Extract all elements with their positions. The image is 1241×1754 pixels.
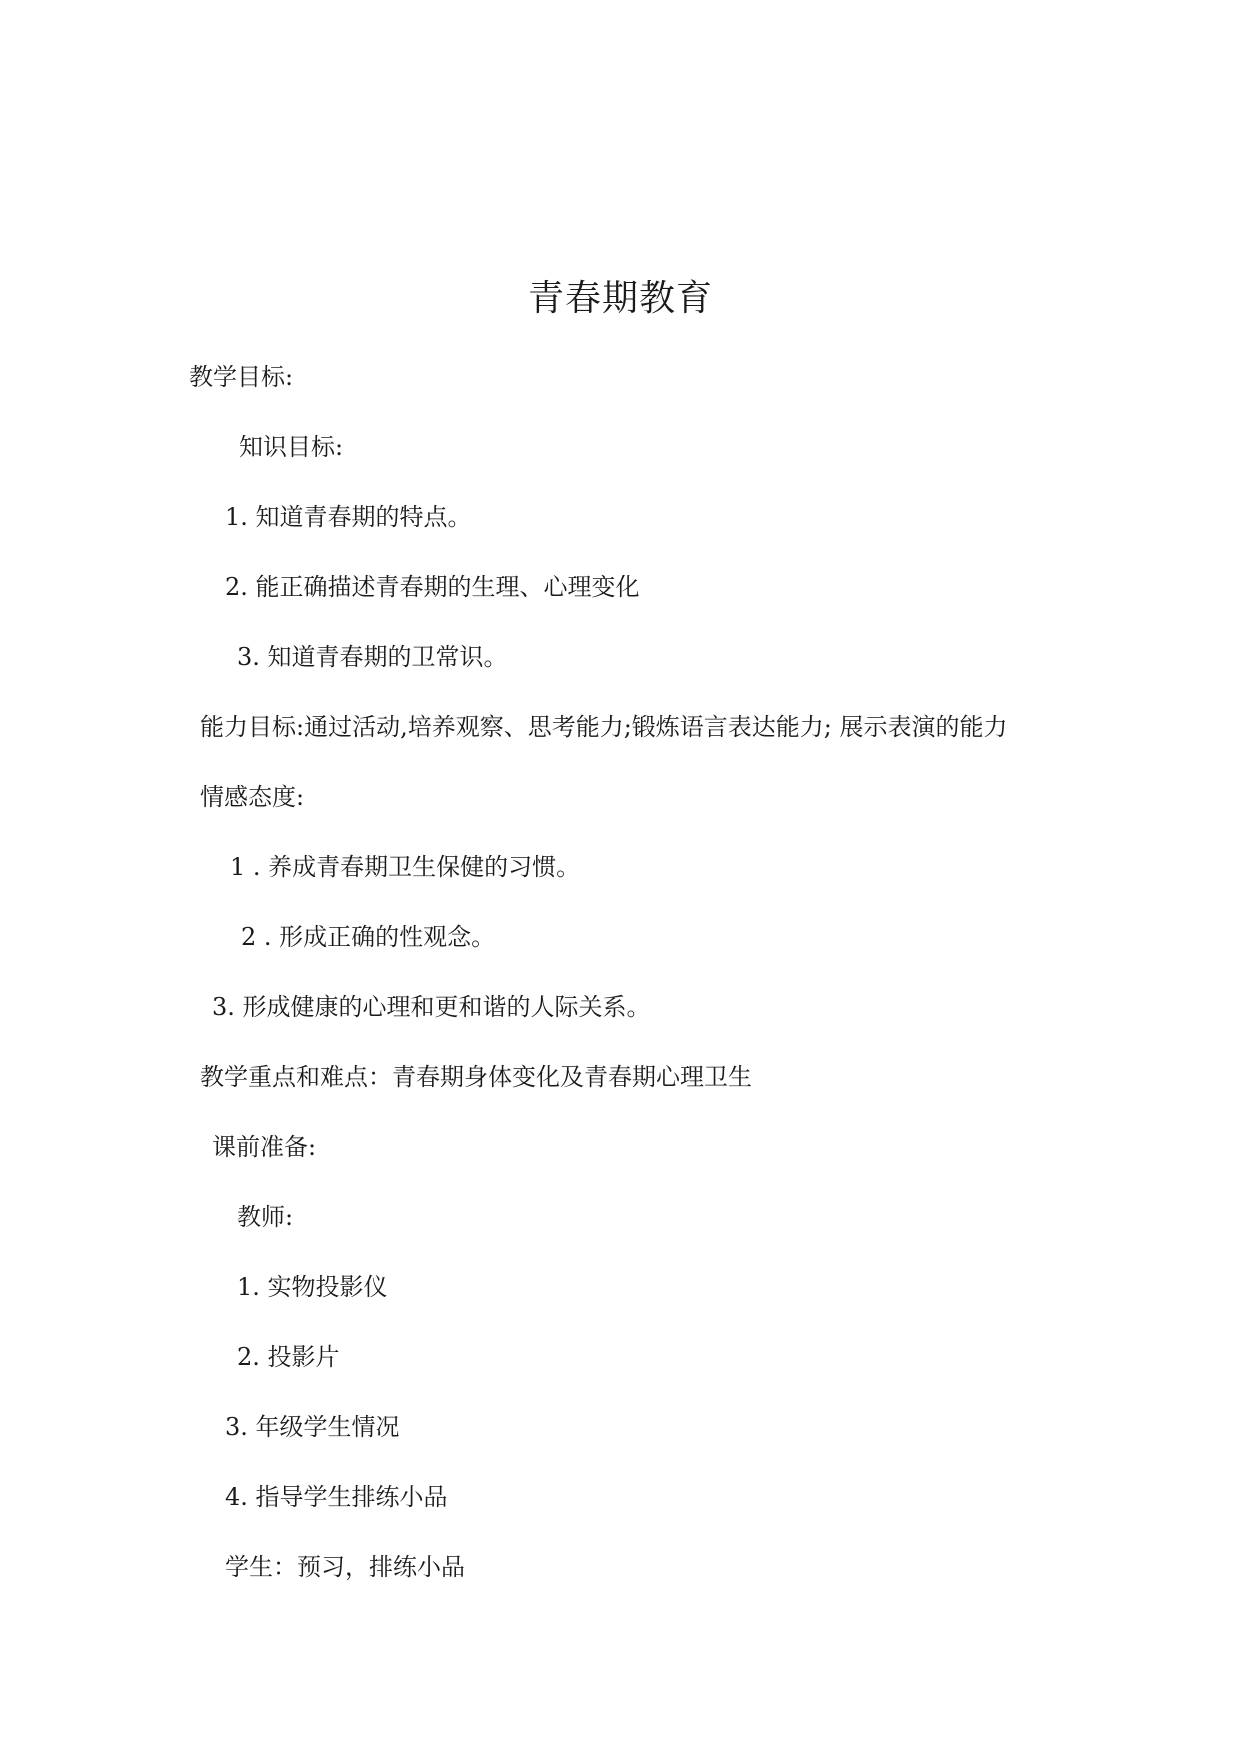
list-item: 1. 知道青春期的特点。 [225, 503, 472, 531]
list-item: 3. 形成健康的心理和更和谐的人际关系。 [212, 993, 651, 1021]
students-paragraph: 学生：预习，排练小品 [225, 1553, 465, 1581]
list-item: 2. 能正确描述青春期的生理、心理变化 [225, 573, 640, 601]
list-item: 3. 年级学生情况 [225, 1413, 400, 1441]
list-item: 2. 投影片 [237, 1343, 340, 1371]
document-title: 青春期教育 [527, 278, 713, 319]
key-points-paragraph: 教学重点和难点：青春期身体变化及青春期心理卫生 [200, 1063, 752, 1091]
ability-goals-paragraph: 能力目标:通过活动,培养观察、思考能力;锻炼语言表达能力; 展示表演的能力 [200, 713, 1008, 741]
list-item: 1. 实物投影仪 [237, 1273, 388, 1301]
section-heading-teaching-goals: 教学目标: [189, 363, 294, 391]
list-item: 3. 知道青春期的卫常识。 [237, 643, 508, 671]
list-item: 2 . 形成正确的性观念。 [241, 923, 496, 951]
subheading-preparation: 课前准备: [212, 1133, 317, 1161]
subheading-knowledge-goals: 知识目标: [239, 433, 344, 461]
subheading-teacher: 教师: [237, 1203, 294, 1231]
list-item: 4. 指导学生排练小品 [225, 1483, 448, 1511]
subheading-emotional-attitude: 情感态度: [200, 783, 305, 811]
list-item: 1 . 养成青春期卫生保健的习惯。 [230, 853, 581, 881]
